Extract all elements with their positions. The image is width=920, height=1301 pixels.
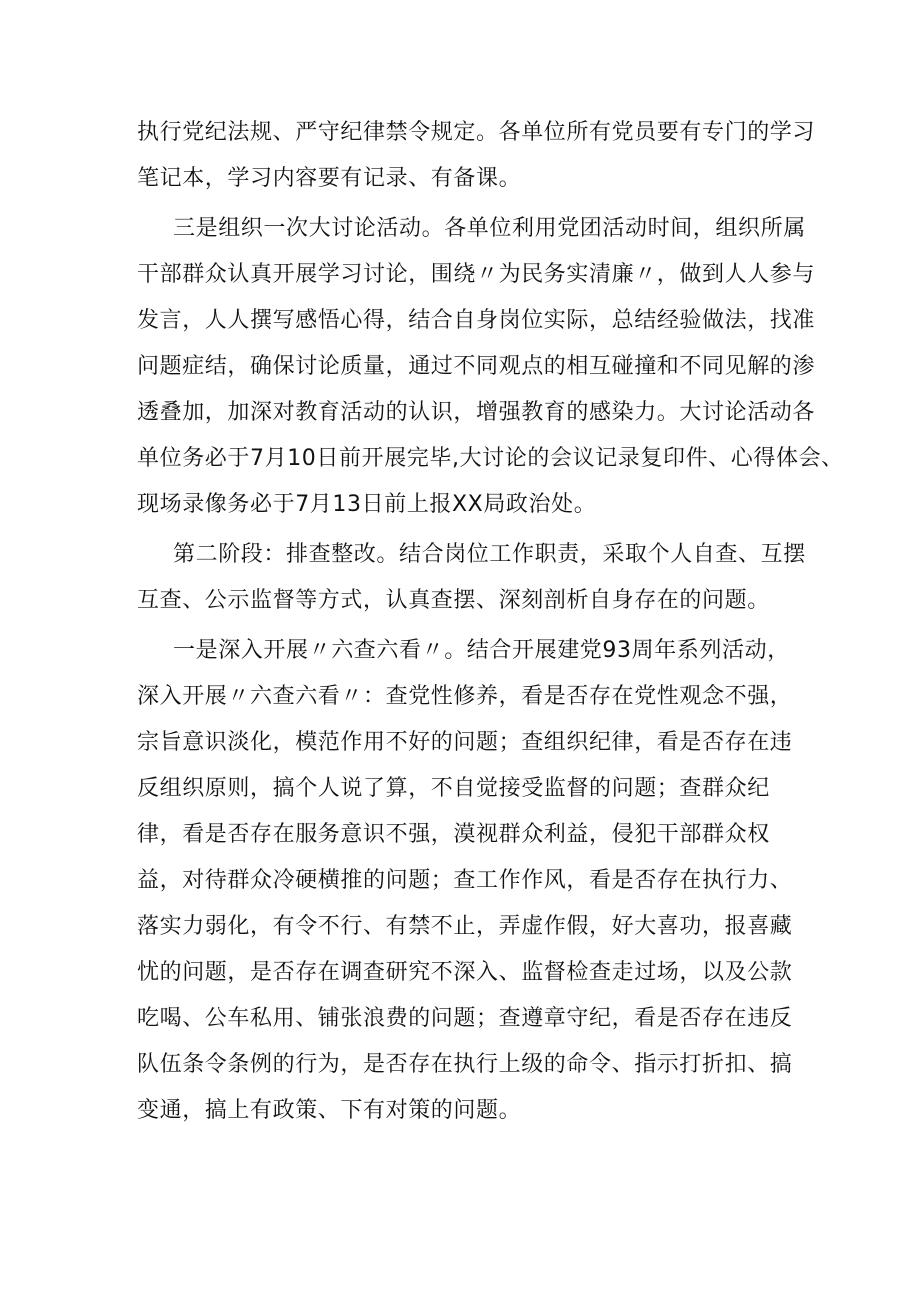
- text-line: 深入开展〃六查六看〃：查党性修养，看是否存在党性观念不强，: [137, 684, 793, 709]
- text-line: 三是组织一次大讨论活动。各单位利用党团活动时间，组织所属: [173, 216, 806, 241]
- text-line: 第二阶段：排查整改。结合岗位工作职责，采取个人自查、互摆: [173, 542, 806, 567]
- text-line: 反组织原则，搞个人说了算，不自觉接受监督的问题；查群众纪: [137, 776, 770, 801]
- text-line: 发言，人人撰写感悟心得，结合自身岗位实际，总结经验做法，找准: [137, 308, 816, 333]
- paragraph-second-stage: [137, 532, 806, 624]
- text-line: 干部群众认真开展学习讨论，围绕〃为民务实清廉〃，做到人人参与: [137, 262, 816, 287]
- text-line: 益，对待群众冷硬横推的问题；查工作作风，看是否存在执行力、: [137, 868, 793, 893]
- paragraph-continuation: [137, 110, 816, 202]
- text-line: 执行党纪法规、严守纪律禁令规定。各单位所有党员要有专门的学习: [137, 120, 816, 145]
- text-line: 宗旨意识淡化，模范作用不好的问题；查组织纪律，看是否存在违: [137, 730, 793, 755]
- text-line: 律，看是否存在服务意识不强，漠视群众利益，侵犯干部群众权: [137, 822, 770, 847]
- text-line: 忧的问题，是否存在调查研究不深入、监督检查走过场，以及公款: [137, 960, 793, 985]
- text-line: 队伍条令条例的行为，是否存在执行上级的命令、指示打折扣、搞: [137, 1052, 793, 1077]
- paragraph-six-checks: [137, 628, 793, 1134]
- text-line: 落实力弱化，有令不行、有禁不止，弄虚作假，好大喜功，报喜藏: [137, 914, 793, 939]
- paragraph-discussion-activity: [137, 206, 844, 528]
- text-line: 现场录像务必于7月13日前上报XX局政治处。: [137, 492, 597, 517]
- text-line: 透叠加，加深对教育活动的认识，增强教育的感染力。大讨论活动各: [137, 400, 816, 425]
- text-line: 问题症结，确保讨论质量，通过不同观点的相互碰撞和不同见解的渗: [137, 354, 816, 379]
- text-line: 笔记本，学习内容要有记录、有备课。: [137, 166, 522, 191]
- text-line: 单位务必于7月10日前开展完毕,大讨论的会议记录复印件、心得体会、: [137, 446, 844, 471]
- text-line: 吃喝、公车私用、铺张浪费的问题；查遵章守纪，看是否存在违反: [137, 1006, 793, 1031]
- text-line: 互查、公示监督等方式，认真查摆、深刻剖析自身存在的问题。: [137, 588, 770, 613]
- text-line: 变通，搞上有政策、下有对策的问题。: [137, 1098, 522, 1123]
- document-body: [137, 110, 844, 1134]
- text-line: 一是深入开展〃六查六看〃。结合开展建党93周年系列活动，: [173, 638, 790, 663]
